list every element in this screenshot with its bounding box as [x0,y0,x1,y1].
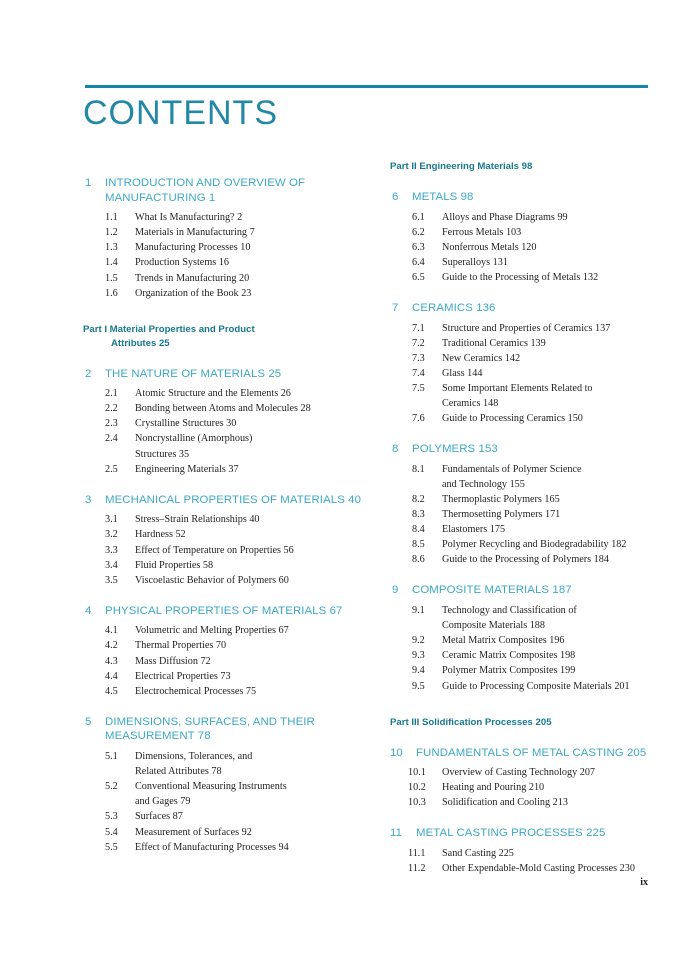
chapter-title: THE NATURE OF MATERIALS 25 [105,367,282,380]
section-title-line: Structure and Properties of Ceramics 137 [442,322,611,334]
section-number: 7.1 [412,322,425,334]
section-number: 3.3 [105,544,118,556]
section-number: 4.2 [105,640,118,652]
section-title-line: Overview of Casting Technology 207 [442,767,596,779]
chapter-number: 4 [85,604,92,617]
section-title-line: Heating and Pouring 210 [442,782,545,794]
section-title [135,840,375,855]
section-title [135,558,375,573]
section-entry-6.5[interactable] [390,270,682,285]
section-number: 7.5 [412,382,425,394]
chapter-title: PHYSICAL PROPERTIES OF MATERIALS 67 [105,604,343,617]
section-number: 2.5 [105,463,118,475]
section-title [442,507,682,522]
section-entry-6.3[interactable] [390,240,682,255]
section-title-continuation: Composite Materials 188 [442,620,545,632]
section-title [135,286,375,301]
section-entry-1.6[interactable] [83,286,375,301]
section-entry-5.5[interactable] [83,840,375,855]
section-number: 9.2 [412,635,425,647]
section-title-line: Noncrystalline (Amorphous) [135,433,253,445]
section-entry-11.1[interactable] [390,846,682,861]
section-number: 4.3 [105,655,118,667]
section-title [442,411,682,426]
section-entry-6.1[interactable] [390,210,682,225]
section-entry-8.2[interactable] [390,492,682,507]
chapter-number: 8 [392,443,399,456]
section-title [135,623,375,638]
section-entry-1.5[interactable] [83,271,375,286]
chapter-title: POLYMERS 153 [412,443,498,456]
chapter-title: DIMENSIONS, SURFACES, AND THEIR MEASUREMENT 78 [105,715,315,743]
section-title [442,765,682,780]
section-list-10 [390,765,682,810]
section-number: 3.2 [105,529,118,541]
section-entry-9.2[interactable] [390,633,682,648]
chapter-title: COMPOSITE MATERIALS 187 [412,584,572,597]
section-entry-1.3[interactable] [83,240,375,255]
section-title [442,780,682,795]
section-entry-1.1[interactable] [83,210,375,225]
part-heading-part-iii-solidification-processes-205 [390,716,682,730]
section-number: 7.3 [412,352,425,364]
chapter-heading-3[interactable] [83,493,375,508]
section-entry-9.3[interactable] [390,648,682,663]
section-title [442,462,682,492]
section-title [442,861,682,876]
chapter-title: METAL CASTING PROCESSES 225 [416,827,606,840]
chapter-heading-11[interactable] [390,826,682,841]
section-title-line: Glass 144 [442,367,483,379]
section-title [442,795,682,810]
section-title-line: Elastomers 175 [442,524,506,536]
section-number: 7.2 [412,337,425,349]
section-list-3 [83,512,375,587]
section-number: 1.2 [105,227,118,239]
section-entry-3.3[interactable] [83,543,375,558]
chapter-heading-2[interactable] [83,367,375,382]
section-title-line: Conventional Measuring Instruments [135,781,287,793]
section-entry-3.5[interactable] [83,573,375,588]
section-title [135,225,375,240]
section-number: 3.5 [105,574,118,586]
section-number: 1.3 [105,242,118,254]
section-title [442,225,682,240]
section-entry-7.2[interactable] [390,336,682,351]
section-title-line: Production Systems 16 [135,257,229,269]
section-title-line: Polymer Matrix Composites 199 [442,665,576,677]
section-number: 9.1 [412,605,425,617]
section-number: 2.1 [105,388,118,400]
section-list-6 [390,210,682,285]
section-entry-2.4[interactable] [83,431,375,461]
section-list-2 [83,386,375,477]
part-heading-label: Part II Engineering Materials 98 [390,161,533,172]
section-entry-4.3[interactable] [83,654,375,669]
section-title [135,401,375,416]
chapter-number: 5 [85,715,92,728]
section-title [135,543,375,558]
section-entry-10.3[interactable] [390,795,682,810]
section-title-line: Fluid Properties 58 [135,559,214,571]
section-entry-3.1[interactable] [83,512,375,527]
section-title [135,240,375,255]
section-number: 1.1 [105,212,118,224]
section-title [442,846,682,861]
section-title [135,512,375,527]
section-title-line: New Ceramics 142 [442,352,521,364]
section-title [135,779,375,809]
chapter-heading-1[interactable] [83,176,375,205]
toc-column-left [83,160,375,855]
section-entry-1.4[interactable] [83,255,375,270]
section-title-line: Viscoelastic Behavior of Polymers 60 [135,574,289,586]
section-title [442,663,682,678]
section-number: 6.5 [412,271,425,283]
section-number: 8.3 [412,509,425,521]
chapter-number: 1 [85,177,92,189]
section-title-line: Guide to the Processing of Metals 132 [442,271,599,283]
section-entry-7.3[interactable] [390,351,682,366]
section-title-line: Guide to Processing Ceramics 150 [442,413,583,425]
section-title-line: Electrical Properties 73 [135,670,231,682]
section-list-4 [83,623,375,698]
section-number: 10.1 [408,767,426,779]
section-title-line: Superalloys 131 [442,256,508,268]
chapter-number: 11 [390,827,403,840]
section-title-line: Polymer Recycling and Biodegradability 182 [442,539,627,551]
section-entry-10.1[interactable] [390,765,682,780]
section-title-line: Guide to the Processing of Polymers 184 [442,554,609,566]
section-entry-6.4[interactable] [390,255,682,270]
part-heading-part-ii-engineering-materials-98 [390,160,682,174]
section-number: 9.3 [412,650,425,662]
section-title-line: What Is Manufacturing? 2 [135,212,243,224]
section-title-line: Nonferrous Metals 120 [442,241,537,253]
section-entry-2.1[interactable] [83,386,375,401]
section-number: 9.5 [412,680,425,692]
section-title [442,270,682,285]
section-title [135,431,375,461]
chapter-heading-5[interactable] [83,715,375,744]
section-entry-7.6[interactable] [390,411,682,426]
chapter-heading-6[interactable] [390,190,682,205]
section-entry-11.2[interactable] [390,861,682,876]
section-title-line: Hardness 52 [135,529,186,541]
section-title-line: Volumetric and Melting Properties 67 [135,625,289,637]
part-heading-continuation: Attributes 25 [111,337,170,349]
section-list-5 [83,749,375,855]
section-number: 5.3 [105,811,118,823]
section-title-line: Solidification and Cooling 213 [442,797,568,809]
section-entry-8.6[interactable] [390,552,682,567]
section-title-line: Surfaces 87 [135,811,183,823]
section-title [135,210,375,225]
chapter-title: MECHANICAL PROPERTIES OF MATERIALS 40 [105,493,362,506]
chapter-number: 7 [392,301,399,314]
section-number: 5.5 [105,841,118,853]
section-title-continuation: Structures 35 [135,448,190,460]
section-title [442,492,682,507]
section-title [442,336,682,351]
chapter-title: INTRODUCTION AND OVERVIEW OF MANUFACTURING 1 [105,177,306,204]
chapter-heading-4[interactable] [83,604,375,619]
chapter-title: CERAMICS 136 [412,301,496,314]
section-entry-6.2[interactable] [390,225,682,240]
section-title [442,210,682,225]
chapter-number: 3 [85,493,92,506]
section-number: 2.2 [105,403,118,415]
section-title [135,527,375,542]
section-title-line: Fundamentals of Polymer Science [442,463,582,475]
section-title-line: Manufacturing Processes 10 [135,242,251,254]
section-title-line: Atomic Structure and the Elements 26 [135,388,291,400]
section-title [135,462,375,477]
section-number: 3.4 [105,559,118,571]
section-title-line: Trends in Manufacturing 20 [135,272,250,284]
section-title-continuation: Ceramics 148 [442,398,499,410]
section-title [135,386,375,401]
section-number: 8.5 [412,539,425,551]
section-entry-4.5[interactable] [83,684,375,699]
section-title-line: Dimensions, Tolerances, and [135,751,253,763]
section-entry-8.4[interactable] [390,522,682,537]
section-title-line: Organization of the Book 23 [135,287,252,299]
section-entry-5.4[interactable] [83,825,375,840]
section-title-line: Effect of Temperature on Properties 56 [135,544,294,556]
section-number: 8.6 [412,554,425,566]
section-title [135,271,375,286]
section-title [442,255,682,270]
section-list-1 [83,210,375,301]
section-entry-2.2[interactable] [83,401,375,416]
section-number: 6.1 [412,211,425,223]
section-number: 4.1 [105,625,118,637]
section-title [135,825,375,840]
chapter-heading-7[interactable] [390,301,682,316]
chapter-title: FUNDAMENTALS OF METAL CASTING 205 [416,746,647,759]
section-list-7 [390,321,682,427]
section-title [135,638,375,653]
chapter-heading-9[interactable] [390,583,682,598]
section-title-line: Technology and Classification of [442,605,577,617]
section-title-line: Sand Casting 225 [442,848,514,859]
section-title-line: Metal Matrix Composites 196 [442,635,565,647]
section-list-11 [390,846,682,876]
section-number: 3.1 [105,514,118,526]
section-number: 1.5 [105,272,118,284]
part-heading-part-i-material-properties-and-product [83,323,375,351]
section-title [442,679,682,694]
section-entry-8.3[interactable] [390,507,682,522]
section-number: 8.4 [412,524,425,536]
section-title-line: Effect of Manufacturing Processes 94 [135,841,289,853]
section-number: 7.6 [412,413,425,425]
section-title-continuation: and Gages 79 [135,796,191,808]
section-entry-9.5[interactable] [390,679,682,694]
section-entry-2.5[interactable] [83,462,375,477]
part-heading-label: Part III Solidification Processes 205 [390,716,552,728]
section-entry-3.2[interactable] [83,527,375,542]
section-title-line: Thermal Properties 70 [135,640,227,652]
section-number: 1.6 [105,287,118,299]
part-heading-label: Part I Material Properties and Product [83,323,255,335]
section-entry-7.5[interactable] [390,381,682,411]
section-entry-10.2[interactable] [390,780,682,795]
section-title-line: Thermosetting Polymers 171 [442,509,561,521]
section-title-line: Other Expendable-Mold Casting Processes 230 [442,863,635,875]
section-title [442,381,682,411]
section-number: 4.5 [105,685,118,697]
section-entry-9.1[interactable] [390,603,682,633]
section-title-line: Alloys and Phase Diagrams 99 [442,211,568,223]
section-title [442,537,682,552]
section-number: 11.2 [408,863,426,875]
section-title [135,654,375,669]
section-entry-4.1[interactable] [83,623,375,638]
section-title [442,603,682,633]
section-number: 6.2 [412,226,425,238]
section-title-line: Mass Diffusion 72 [135,655,211,667]
chapter-number: 10 [390,746,403,759]
section-entry-7.4[interactable] [390,366,682,381]
section-title-line: Electrochemical Processes 75 [135,685,257,697]
section-entry-8.5[interactable] [390,537,682,552]
section-title [442,648,682,663]
header-rule [85,85,648,88]
section-number: 6.4 [412,256,425,268]
section-title [135,669,375,684]
section-title [135,573,375,588]
section-number: 10.2 [408,782,426,794]
section-entry-5.1[interactable] [83,749,375,779]
chapter-title: METALS 98 [412,190,474,203]
section-title [135,416,375,431]
toc-column-right [390,160,682,876]
page-number: ix [640,877,648,888]
section-title [135,809,375,824]
section-title-line: Materials in Manufacturing 7 [135,227,255,239]
section-entry-5.3[interactable] [83,809,375,824]
section-entry-5.2[interactable] [83,779,375,809]
section-title-line: Crystalline Structures 30 [135,418,237,430]
section-list-9 [390,603,682,694]
chapter-heading-10[interactable] [390,746,682,761]
section-title [442,240,682,255]
section-title [442,366,682,381]
section-number: 5.1 [105,751,118,763]
section-title-line: Guide to Processing Composite Materials 201 [442,680,630,692]
section-number: 5.4 [105,826,118,838]
section-number: 7.4 [412,367,425,379]
chapter-heading-8[interactable] [390,442,682,457]
section-title [135,684,375,699]
section-title-line: Ceramic Matrix Composites 198 [442,650,576,662]
section-entry-8.1[interactable] [390,462,682,492]
section-number: 1.4 [105,257,118,269]
section-entry-3.4[interactable] [83,558,375,573]
section-title [442,633,682,648]
section-number: 2.3 [105,418,118,430]
section-title [135,255,375,270]
section-title-line: Measurement of Surfaces 92 [135,826,252,838]
section-number: 10.3 [408,797,426,809]
section-title [442,321,682,336]
section-number: 8.2 [412,494,425,505]
section-title [442,552,682,567]
section-number: 8.1 [412,463,425,475]
section-entry-1.2[interactable] [83,225,375,240]
section-entry-9.4[interactable] [390,663,682,678]
section-number: 11.1 [408,848,426,859]
section-list-8 [390,462,682,568]
chapter-number: 6 [392,190,399,203]
section-number: 4.4 [105,670,118,682]
chapter-number: 2 [85,367,92,380]
chapter-number: 9 [392,584,399,597]
section-number: 2.4 [105,433,118,445]
section-entry-7.1[interactable] [390,321,682,336]
section-title-line: Some Important Elements Related to [442,382,593,394]
section-entry-4.4[interactable] [83,669,375,684]
section-title-line: Ferrous Metals 103 [442,226,522,238]
section-title [135,749,375,779]
section-title [442,351,682,366]
section-title-line: Bonding between Atoms and Molecules 28 [135,403,311,415]
section-title-line: Traditional Ceramics 139 [442,337,546,349]
section-title-continuation: Related Attributes 78 [135,766,222,778]
section-title-line: Stress–Strain Relationships 40 [135,514,260,526]
section-number: 5.2 [105,781,118,793]
section-title-line: Thermoplastic Polymers 165 [442,494,560,505]
section-title-continuation: and Technology 155 [442,478,525,490]
section-title [442,522,682,537]
section-title-line: Engineering Materials 37 [135,463,239,475]
section-number: 6.3 [412,241,425,253]
section-number: 9.4 [412,665,425,677]
page-title: CONTENTS [83,94,278,132]
section-entry-4.2[interactable] [83,638,375,653]
section-entry-2.3[interactable] [83,416,375,431]
